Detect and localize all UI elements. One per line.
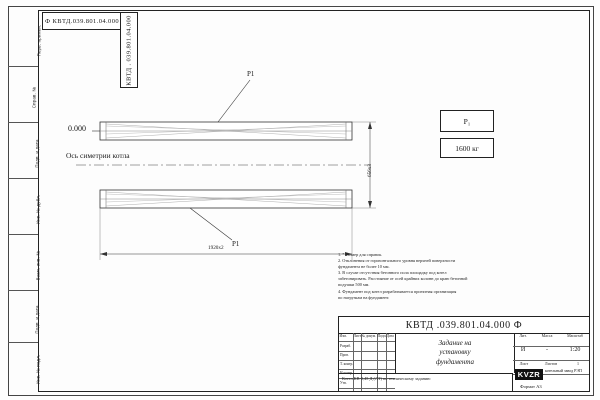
position-label-bottom: Р1 [232, 240, 240, 248]
signature-row [339, 342, 395, 351]
footer-note: Котел КВ-0,45 Д (ЛТ) по техническому заданию [339, 373, 513, 391]
top-code-text: Ф КВТД.039.801.04.000 [45, 17, 119, 25]
left-cell-6 [8, 342, 41, 390]
role-razrab: Разраб. [340, 343, 352, 348]
sheet-format-label: Формат А3 [520, 384, 542, 389]
legend-mass-box [440, 138, 494, 158]
note-line: подушки 500 мм. [338, 282, 370, 288]
signature-row [339, 352, 395, 361]
left-cell-label: Перв. примен. [36, 24, 42, 57]
legend-mass-text: 1600 кг [455, 143, 479, 153]
title-block [338, 316, 590, 392]
left-cell-5 [8, 290, 38, 342]
note-line: 4. Фундамент под котел разрабатывается проектная организация [338, 288, 457, 294]
left-cell-label: Инв. № дубл. [35, 194, 41, 224]
note-line: 3. В случае отсутствия бетонного пола площадку под котел [338, 270, 447, 276]
col-head-izm: Изм. [339, 334, 347, 339]
note-line: по нагрузкам на фундамент. [338, 294, 390, 300]
left-cell-4 [8, 234, 41, 290]
left-cell-0 [8, 10, 42, 66]
legend-position-text: Р₁ [463, 116, 471, 126]
legend-position-box [440, 110, 494, 132]
sheets-value: 1 [577, 361, 579, 366]
col-head-list: Лист [353, 334, 362, 339]
attr-head-lit: Лит. [519, 333, 527, 338]
signature-row [339, 333, 395, 342]
title-line-1: Задание на [438, 338, 472, 347]
sheet-label: Лист [519, 361, 529, 366]
note-line: фундамента не более 10 мм. [338, 264, 390, 270]
left-stamp-column [8, 10, 42, 390]
attributes-header-row [513, 333, 589, 347]
axis-symmetry-label: Ось симетрии котла [66, 151, 130, 160]
level-mark-label: 0.000 [68, 124, 86, 133]
title-block-code: КВТД .039.801.04.000 Ф [339, 317, 589, 334]
role-tkontr: Т. контр. [340, 362, 354, 367]
attr-val-scale: 1:20 [569, 347, 581, 353]
logo-caption: котельный завод РЭП [545, 368, 582, 373]
attributes-value-row [513, 347, 589, 361]
sheets-label: Листов [544, 361, 558, 366]
title-line-3: фундамента [435, 357, 475, 366]
col-head-doc: № докум. [361, 334, 377, 339]
notes-block [338, 252, 583, 301]
title-line-2: установку [439, 348, 471, 357]
attr-val-mass: - [546, 347, 548, 353]
note-line: забетонировать. Расстояние от осей крайних колонн до краю бетонной [338, 276, 468, 282]
role-nkontr: Н.контр. [340, 371, 354, 376]
left-cell-label: Подп. и дата [34, 138, 40, 168]
attr-head-mass: Масса [541, 333, 553, 338]
note-line: 1. * Размер для справок. [338, 252, 383, 257]
role-utv: Утв. [340, 380, 347, 385]
left-cell-1 [8, 66, 38, 122]
col-head-podp: Подп. [377, 334, 387, 339]
left-cell-2 [8, 122, 38, 178]
left-cell-3 [8, 178, 41, 234]
vertical-dimension-label: 656x3 [367, 164, 373, 177]
logo-mark-text: KVZR [515, 369, 543, 380]
attr-head-scale: Масштаб [567, 333, 583, 338]
horizontal-dimension-label: 1920x2 [208, 245, 224, 251]
note-line: 2. Отклонения от горизонтального уровня верхней поверхности [338, 258, 456, 264]
position-label-top: Р1 [247, 70, 255, 78]
attr-val-lit: И [520, 347, 526, 353]
signature-row [339, 361, 395, 370]
left-cell-label: Взам. инв. № [35, 250, 41, 280]
col-head-data: Дата [386, 334, 394, 339]
left-cell-label: Подп. и дата [34, 304, 40, 334]
role-prov: Пров. [340, 352, 349, 357]
left-cell-label: Инв. № подл. [35, 354, 41, 384]
title-block-name [395, 333, 515, 373]
left-cell-label: Справ. № [31, 86, 37, 108]
top-code-rotated-text: КВТД . 039.801.04.000 [125, 14, 133, 86]
